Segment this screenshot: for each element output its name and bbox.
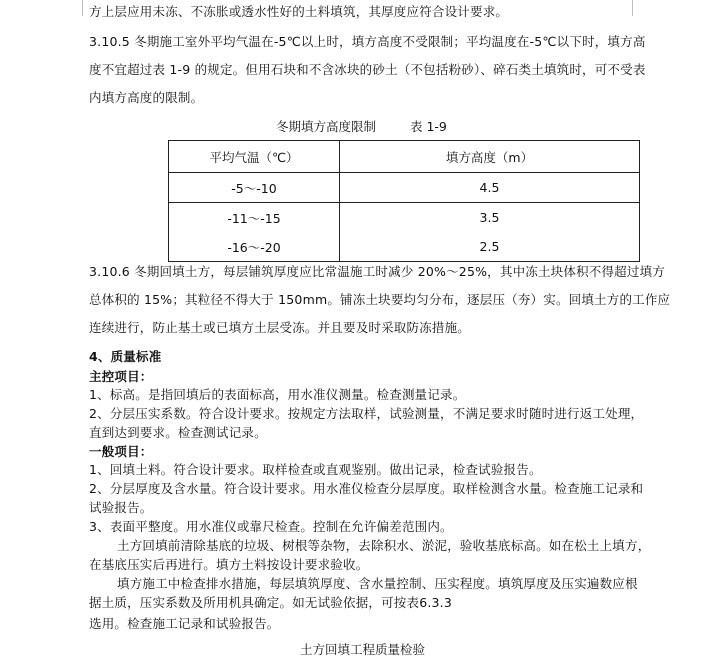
list-item: 1、回填土料。符合设计要求。取样检查或直观鉴别。做出记录，检查试验报告。 xyxy=(89,462,542,477)
list-item: 2、分层厚度及含水量。符合设计要求。用水准仪检查分层厚度。取样检测含水量。检查施工记录和 xyxy=(89,481,644,496)
table-cell: -5～-10 xyxy=(169,173,340,203)
table-header-cell: 平均气温（℃） xyxy=(169,141,340,173)
list-item: 3、表面平整度。用水准仪或靠尺检查。控制在允许偏差范围内。 xyxy=(89,519,453,534)
table-header-row xyxy=(169,141,640,173)
margin-mark-right xyxy=(632,0,633,16)
table-row xyxy=(169,173,640,203)
table-header-cell: 填方高度（m） xyxy=(340,141,640,173)
paragraph-line: 选用。检查施工记录和试验报告。 xyxy=(89,616,280,631)
table-row xyxy=(169,203,640,233)
table-cell: -11～-15 xyxy=(169,203,340,233)
table-cell: 3.5 xyxy=(340,203,640,233)
table-cell: -16～-20 xyxy=(169,232,340,262)
section-heading: 4、质量标准 xyxy=(89,349,162,364)
table-cell: 4.5 xyxy=(340,173,640,203)
paragraph-line: 填方施工中检查排水措施，每层填筑厚度、含水量控制、压实程度。填筑厚度及压实遍数应根 xyxy=(117,576,638,591)
paragraph-line: 据土质，压实系数及所用机具确定。如无试验依据，可按表6.3.3 xyxy=(89,595,453,610)
general-items-heading: 一般项目： xyxy=(89,444,153,459)
next-section-title: 土方回填工程质量检验 xyxy=(300,642,426,657)
clause-3-10-5-line: 内填方高度的限制。 xyxy=(89,90,204,105)
list-item: 2、分层压实系数。符合设计要求。按规定方法取样，试验测量，不满足要求时随时进行返工处理， xyxy=(89,406,644,421)
clause-3-10-6-line: 连续进行，防止基土或已填方土层受冻。并且要及时采取防冻措施。 xyxy=(89,320,471,335)
table-row xyxy=(169,232,640,262)
paragraph-line: 在基底压实后再进行。填方土料按设计要求验收。 xyxy=(89,557,369,572)
fill-height-table xyxy=(168,140,640,262)
table-cell: 2.5 xyxy=(340,232,640,262)
clause-3-10-5-line: 3.10.5 冬期施工室外平均气温在-5℃以上时，填方高度不受限制；平均温度在-5℃以下时，填方高 xyxy=(89,34,646,49)
list-item: 1、标高。是指回填后的表面标高，用水准仪测量。检查测量记录。 xyxy=(89,387,466,402)
paragraph-line: 土方回填前清除基底的垃圾、树根等杂物，去除积水、淤泥，验收基底标高。如在松土上填方， xyxy=(117,538,651,553)
clause-3-10-6-line: 3.10.6 冬期回填土方，每层铺筑厚度应比常温施工时减少 20%～25%，其中冻土块体积不得超过填方 xyxy=(89,264,665,279)
paragraph-line: 方上层应用未冻、不冻胀或透水性好的土料填筑，其厚度应符合设计要求。 xyxy=(89,4,509,19)
table-caption-number: 表 1-9 xyxy=(410,119,447,134)
table-caption-title: 冬期填方高度限制 xyxy=(276,119,377,134)
margin-mark-left xyxy=(82,0,83,16)
clause-3-10-6-line: 总体积的 15%；其粒径不得大于 150mm。铺冻土块要均匀分布，逐层压（夯）实。回填土方的工作应 xyxy=(89,292,671,307)
main-items-heading: 主控项目： xyxy=(89,369,153,384)
list-item: 试验报告。 xyxy=(89,500,153,515)
clause-3-10-5-line: 度不宜超过表 1-9 的规定。但用石块和不含冰块的砂土（不包括粉砂）、碎石类土填筑时，可不受表 xyxy=(89,62,646,77)
list-item: 直到达到要求。检查测试记录。 xyxy=(89,425,267,440)
